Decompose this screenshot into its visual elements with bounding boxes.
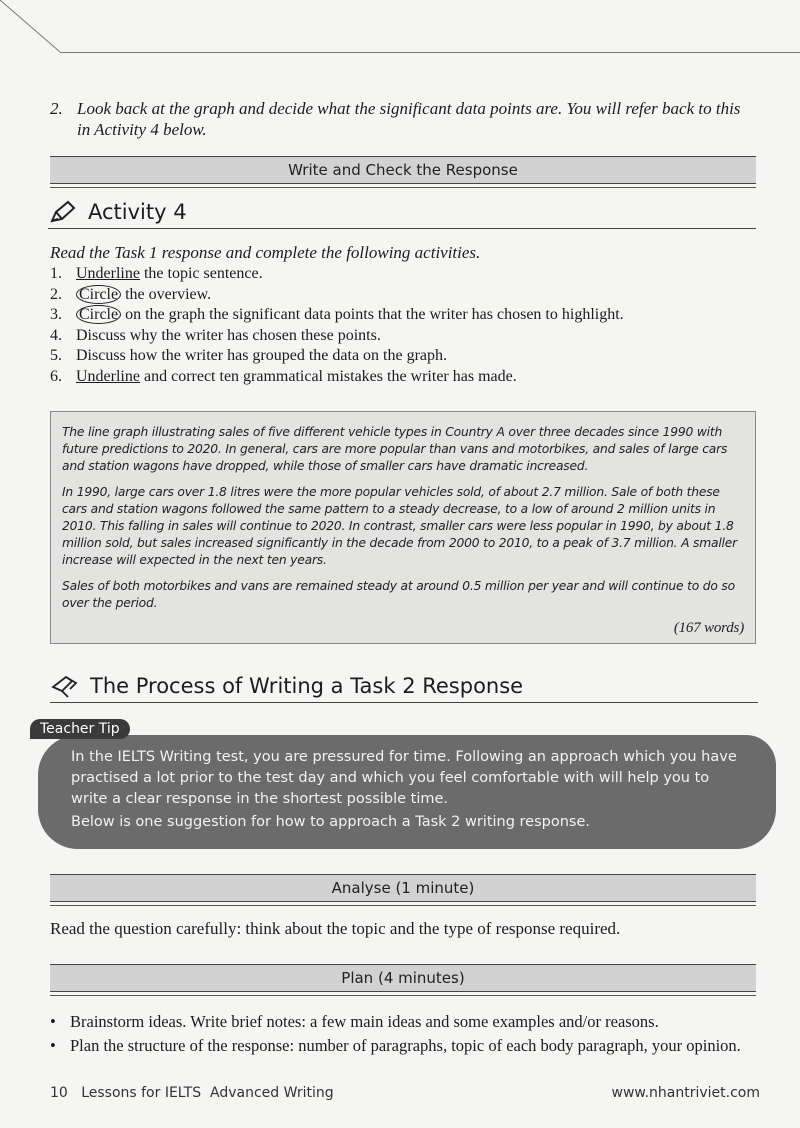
header-rule [60,52,800,53]
tip-paragraph: In the IELTS Writing test, you are pressured for time. Following an approach which you have practised a lot prior to the test day and which you feel comfortable with will help you to write a clear response in the shortest possible time. [71,749,737,807]
item-text: the overview. [121,285,212,303]
activity-item [50,285,624,306]
section-bar-analyse: Analyse (1 minute) [50,874,756,902]
activity-item [50,346,624,367]
item-number: 3. [50,306,62,323]
teacher-tip-tag: Teacher Tip [30,719,130,739]
activity-item [50,264,624,285]
item-number: 4. [50,326,62,344]
item-text: Discuss why the writer has chosen these points. [76,326,381,344]
item-text: on the graph the significant data points that the writer has chosen to highlight. [121,306,624,323]
word-count: (167 words) [673,620,744,637]
item-keyword: Circle [76,305,121,324]
teacher-tip-box [38,735,776,849]
item-text: Discuss how the writer has grouped the data on the graph. [76,347,448,364]
activity-4-heading: Activity 4 [48,199,756,229]
process-heading: The Process of Writing a Task 2 Response [50,673,758,703]
item-text: and correct ten grammatical mistakes the writer has made. [139,367,517,385]
publisher-url: www.nhantriviet.com [611,1085,760,1101]
response-paragraph: Sales of both motorbikes and vans are remained steady at around 0.5 million per year and will continue to do so over the period. [62,578,735,610]
page-footer [50,1085,760,1101]
response-paragraph: The line graph illustrating sales of five different vehicle types in Country A over three decades since 1990 with future predictions to 2020. In general, cars are more popular than vans and motorbikes, and sales of large cars and station wagons have dropped, while those of smaller cars have dramatic increased. [62,425,728,474]
analyse-text: Read the question carefully: think about the topic and the type of response required. [50,919,621,938]
book-title: Lessons for IELTS Advanced Writing [81,1085,334,1101]
writing-hand-icon [50,673,80,699]
plan-bullet: • Brainstorm ideas. Write brief notes: a few main ideas and some examples and/or reasons. [50,1010,741,1034]
section-bar-plan: Plan (4 minutes) [50,964,756,992]
activity-4-list [50,264,624,387]
item-number: 1. [50,265,62,282]
plan-bullet: • Plan the structure of the response: number of paragraphs, topic of each body paragraph, your opinion. [50,1034,741,1058]
section-bar-write-check: Write and Check the Response [50,156,756,184]
item-number: 5. [50,347,62,364]
response-paragraph: In 1990, large cars over 1.8 litres were the more popular vehicles sold, of about 2.7 million. Sale of both these cars and station wagons followed the same pattern to a steady decrease, to a low of around 2 million units in 2010. This falling in sales will continue to 2020. In contrast, smaller cars were less popular in 1990, by about 1.8 million sold, but sales increased significantly in the decade from 2000 to 2010, to a peak of 3.7 million. A smaller increase will expected in the next ten years. [62,484,737,568]
item-text: the topic sentence. [139,265,263,282]
item-keyword: Underline [76,265,140,282]
activity-item [50,326,624,347]
task1-response-box [50,411,756,644]
activity-item [50,367,624,388]
page-number: 10 [50,1085,68,1101]
item-number: 2. [50,285,62,303]
item-number: 6. [50,367,62,385]
pencil-icon [48,199,78,225]
activity-item [50,305,624,326]
page-corner-decoration [0,0,70,56]
item-keyword: Circle [76,285,121,304]
item-keyword: Underline [76,367,140,385]
question-2: 2. Look back at the graph and decide what the significant data points are. You will refer back to this in Activity 4 below. [50,99,741,139]
tip-paragraph: Below is one suggestion for how to approach a Task 2 writing response. [71,814,591,830]
activity-4-intro: Read the Task 1 response and complete the following activities. [50,243,481,262]
plan-bullets [50,1010,741,1058]
